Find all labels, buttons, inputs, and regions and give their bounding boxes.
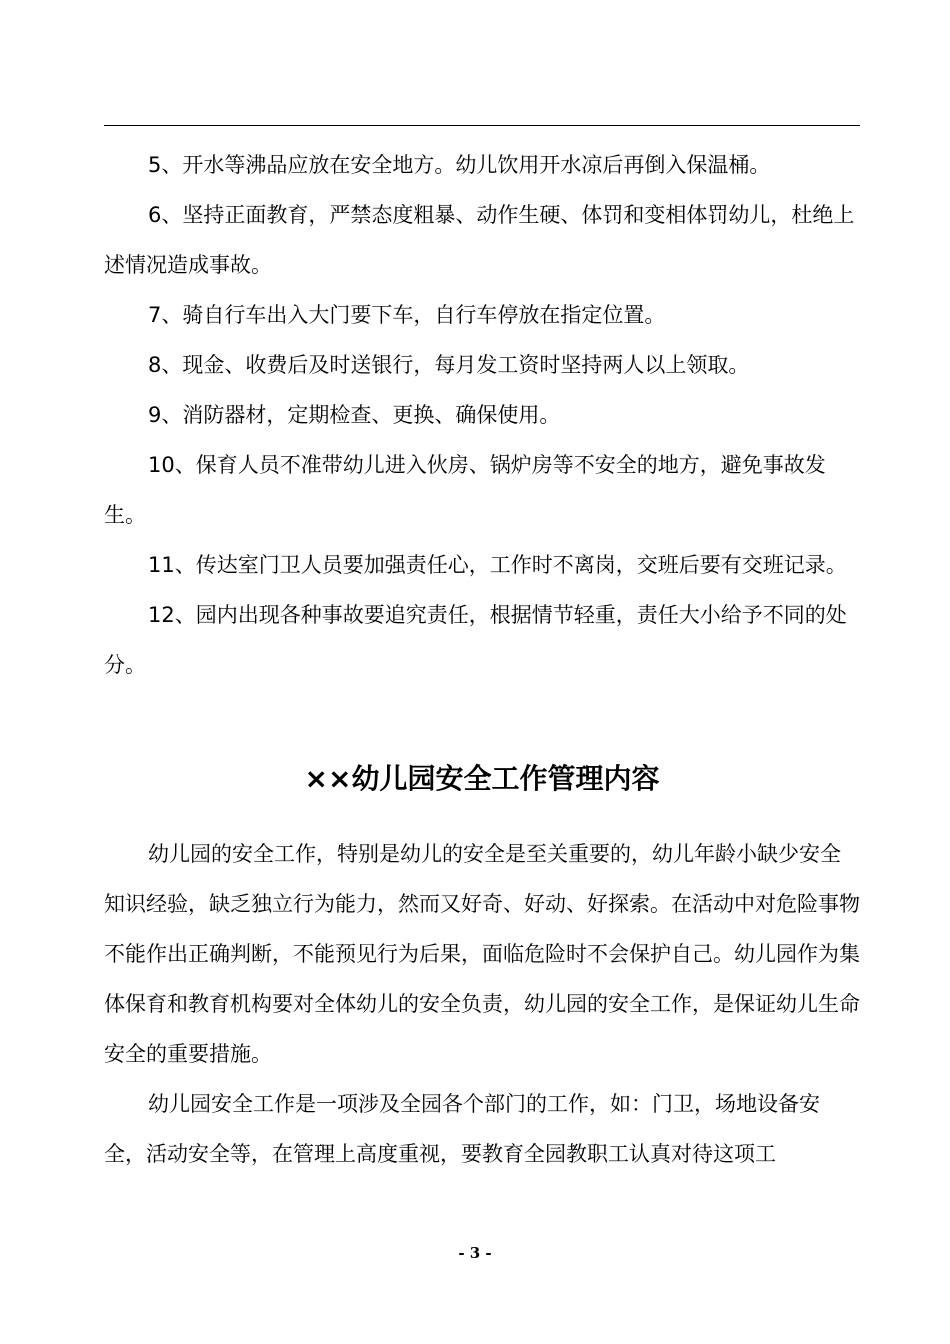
page-number: - 3 - xyxy=(458,1244,492,1262)
rule-item-11: 11、传达室门卫人员要加强责任心，工作时不离岗，交班后要有交班记录。 xyxy=(148,553,847,577)
rule-item-9: 9、消防器材，定期检查、更换、确保使用。 xyxy=(148,403,561,427)
rule-item-7: 7、骑自行车出入大门要下车，自行车停放在指定位置。 xyxy=(148,303,666,327)
rule-item-5: 5、开水等沸品应放在安全地方。幼儿饮用开水凉后再倒入保温桶。 xyxy=(148,153,771,177)
section-paragraph-2: 幼儿园安全工作是一项涉及全园各个部门的工作，如：门卫，场地设备安全，活动安全等，在管理上高度重视，要教育全园教职工认真对待这项工 xyxy=(104,1092,820,1166)
rule-item-10: 10、保育人员不准带幼儿进入伙房、锅炉房等不安全的地方，避免事故发生。 xyxy=(104,453,826,527)
header-rule xyxy=(104,125,860,126)
rule-item-6: 6、坚持正面教育，严禁态度粗暴、动作生硬、体罚和变相体罚幼儿，杜绝上述情况造成事故。 xyxy=(104,203,855,277)
rule-item-12: 12、园内出现各种事故要追究责任，根据情节轻重，责任大小给予不同的处分。 xyxy=(104,603,847,677)
document-body xyxy=(104,140,860,1179)
section-title: ××幼儿园安全工作管理内容 xyxy=(304,762,660,795)
rule-item-8: 8、现金、收费后及时送银行，每月发工资时坚持两人以上领取。 xyxy=(148,353,750,377)
section-paragraph-1: 幼儿园的安全工作，特别是幼儿的安全是至关重要的，幼儿年龄小缺少安全知识经验，缺乏独立行为能力，然而又好奇、好动、好探索。在活动中对危险事物不能作出正确判断，不能预见行为后果，面临危险时不会保护自己。幼儿园作为集体保育和教育机构要对全体幼儿的安全负责，幼儿园的安全工作，是保证幼儿生命安全的重要措施。 xyxy=(104,842,860,1066)
